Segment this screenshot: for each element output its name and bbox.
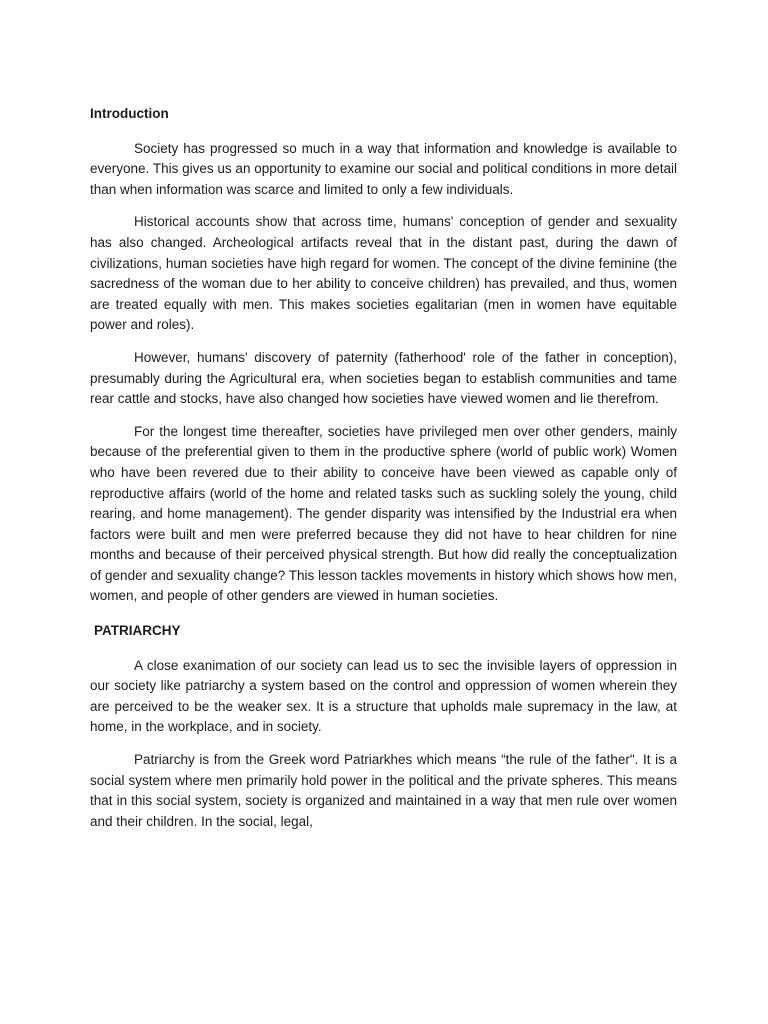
introduction-paragraph-2: Historical accounts show that across time, humans' conception of gender and sexuality has also changed. Archeological artifacts reveal that in the distant past, during the dawn of civilizations, human societies have high regard for women. The concept of the divine feminine (the sacredness of the woman due to her ability to conceive children) has prevailed, and thus, women are treated equally with men. This makes societies egalitarian (men in women have equitable power and roles). <box>90 214 677 333</box>
patriarchy-paragraph-2: Patriarchy is from the Greek word Patriarkhes which means “the rule of the father". It is a social system where men primarily hold power in the political and the private spheres. This means that in this social system, society is organized and maintained in a way that men rule over women and their children. In the social, legal, <box>90 752 677 829</box>
document-body <box>90 104 677 832</box>
introduction-paragraph-1: Society has progressed so much in a way that information and knowledge is available to everyone. This gives us an opportunity to examine our social and political conditions in more detail than when information was scarce and limited to only a few individuals. <box>90 140 677 197</box>
section-heading-patriarchy: PATRIARCHY <box>94 623 181 639</box>
introduction-paragraph-3: However, humans' discovery of paternity (fatherhood' role of the father in conception), presumably during the Agricultural era, when societies began to establish communities and tame rear cattle and stocks, have also changed how societies have viewed women and lie therefrom. <box>90 349 677 407</box>
introduction-paragraph-4: For the longest time thereafter, societies have privileged men over other genders, mainly because of the preferential given to them in the productive sphere (world of public work) Women who have been revered due to their ability to conceive have been viewed as capable only of reproductive affairs (world of the home and related tasks such as suckling solely the young, child rearing, and home management). The gender disparity was intensified by the Industrial era when factors were built and men were preferred because they did not have to hear children for nine months and because of their perceived physical strength. But how did really the conceptualization of gender and sexuality change? This lesson tackles movements in history which shows how men, women, and people of other genders are viewed in human societies. <box>90 423 677 604</box>
section-heading-introduction: Introduction <box>90 106 169 121</box>
patriarchy-paragraph-1: A close exanimation of our society can lead us to sec the invisible layers of oppression in our society like patriarchy a system based on the control and oppression of women wherein they are perceived to be the weaker sex. It is a structure that upholds male supremacy in the law, at home, in the workplace, and in society. <box>90 657 677 735</box>
